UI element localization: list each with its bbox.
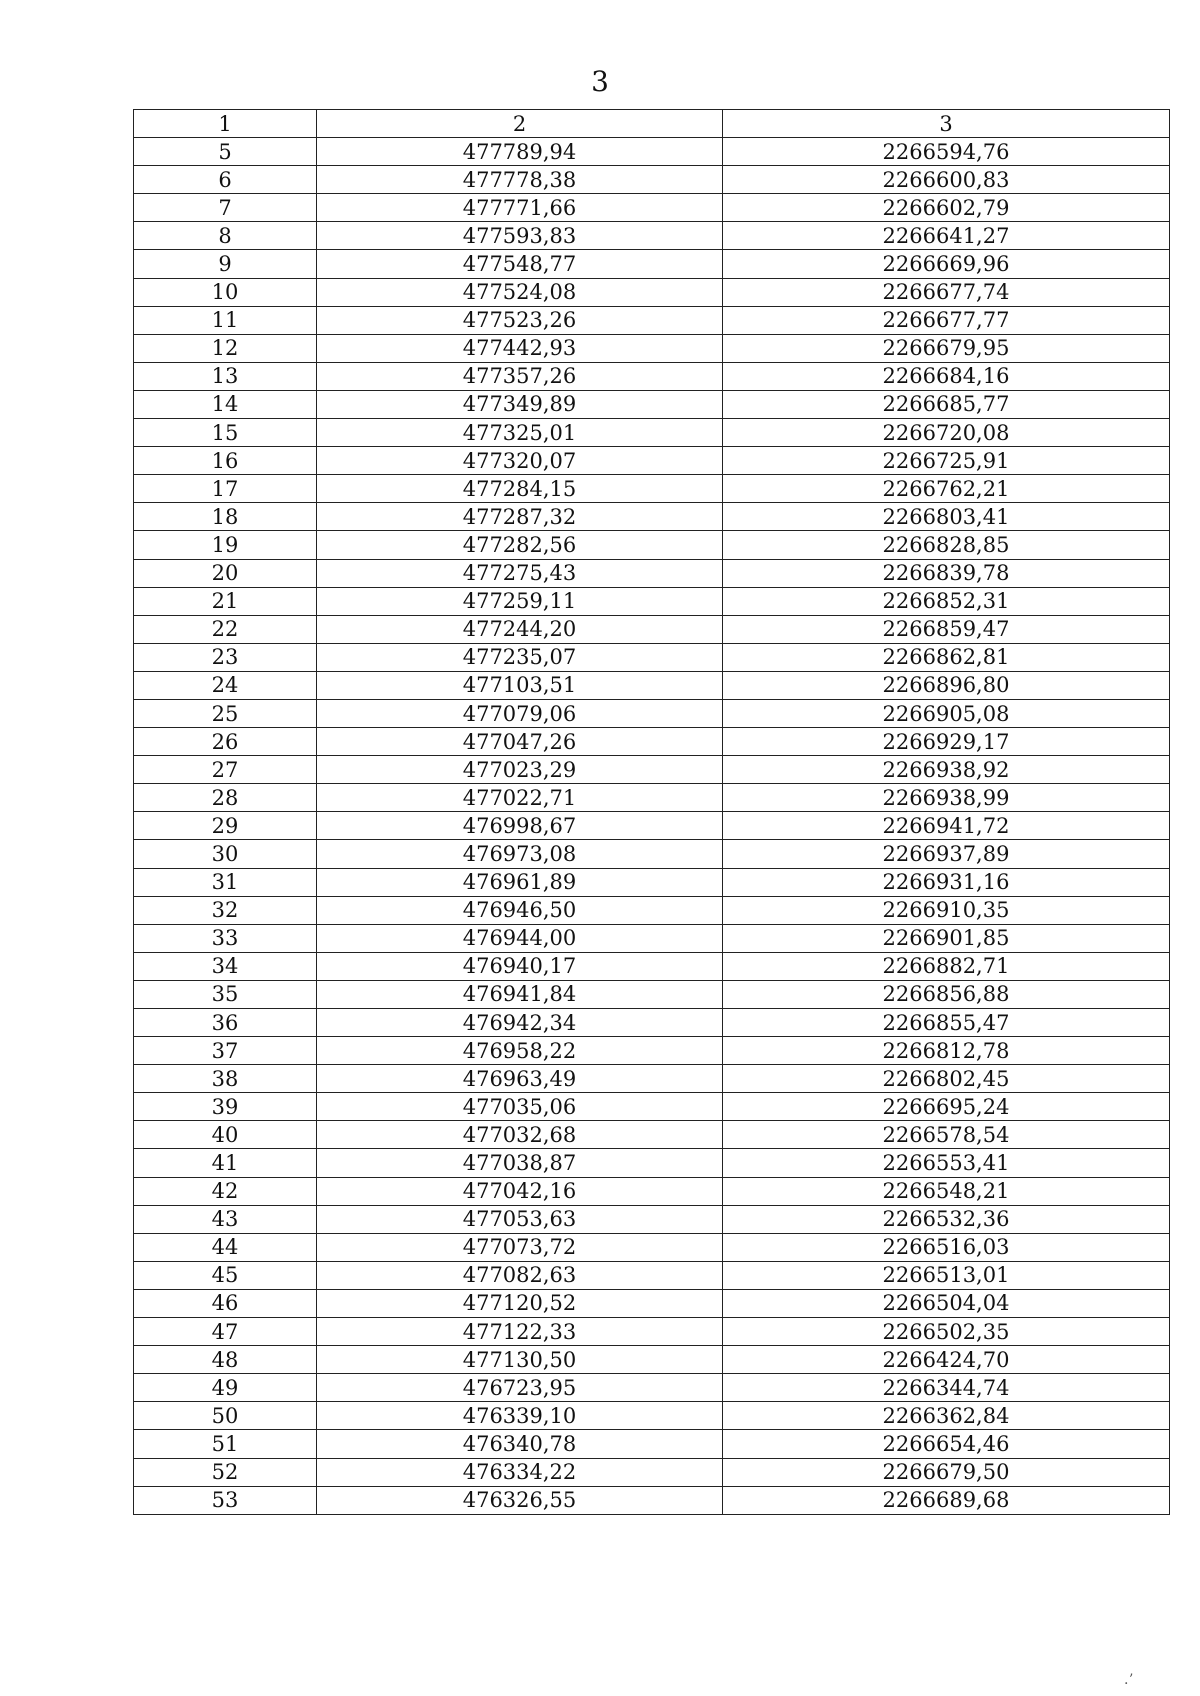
point-number-cell: 39 [134, 1093, 317, 1121]
y-coordinate-cell: 2266502,35 [723, 1318, 1170, 1346]
table-row [134, 1346, 1170, 1374]
table-row [134, 699, 1170, 727]
y-coordinate-cell: 2266679,50 [723, 1458, 1170, 1486]
coordinates-table [133, 109, 1170, 1515]
x-coordinate-cell: 477103,51 [317, 671, 723, 699]
point-number-cell: 27 [134, 756, 317, 784]
table-row [134, 1402, 1170, 1430]
x-coordinate-cell: 476326,55 [317, 1486, 723, 1514]
x-coordinate-cell: 477442,93 [317, 334, 723, 362]
point-number-cell: 37 [134, 1037, 317, 1065]
table-row [134, 362, 1170, 390]
y-coordinate-cell: 2266600,83 [723, 166, 1170, 194]
point-number-cell: 15 [134, 419, 317, 447]
y-coordinate-cell: 2266548,21 [723, 1177, 1170, 1205]
point-number-cell: 16 [134, 447, 317, 475]
x-coordinate-cell: 477120,52 [317, 1289, 723, 1317]
point-number-cell: 17 [134, 475, 317, 503]
table-row [134, 784, 1170, 812]
table-row [134, 1430, 1170, 1458]
x-coordinate-cell: 477282,56 [317, 531, 723, 559]
x-coordinate-cell: 476958,22 [317, 1037, 723, 1065]
y-coordinate-cell: 2266882,71 [723, 952, 1170, 980]
y-coordinate-cell: 2266720,08 [723, 419, 1170, 447]
table-row [134, 1261, 1170, 1289]
x-coordinate-cell: 476723,95 [317, 1374, 723, 1402]
point-number-cell: 45 [134, 1261, 317, 1289]
y-coordinate-cell: 2266839,78 [723, 559, 1170, 587]
point-number-cell: 49 [134, 1374, 317, 1402]
table-row [134, 587, 1170, 615]
point-number-cell: 46 [134, 1289, 317, 1317]
y-coordinate-cell: 2266852,31 [723, 587, 1170, 615]
x-coordinate-cell: 476963,49 [317, 1065, 723, 1093]
point-number-cell: 48 [134, 1346, 317, 1374]
y-coordinate-cell: 2266855,47 [723, 1009, 1170, 1037]
x-coordinate-cell: 476941,84 [317, 980, 723, 1008]
x-coordinate-cell: 476973,08 [317, 840, 723, 868]
table-row [134, 896, 1170, 924]
table-row [134, 980, 1170, 1008]
table-row [134, 559, 1170, 587]
y-coordinate-cell: 2266669,96 [723, 250, 1170, 278]
table-row [134, 812, 1170, 840]
y-coordinate-cell: 2266344,74 [723, 1374, 1170, 1402]
table-row [134, 952, 1170, 980]
y-coordinate-cell: 2266602,79 [723, 194, 1170, 222]
point-number-cell: 53 [134, 1486, 317, 1514]
point-number-cell: 25 [134, 699, 317, 727]
table-row [134, 503, 1170, 531]
y-coordinate-cell: 2266689,68 [723, 1486, 1170, 1514]
y-coordinate-cell: 2266684,16 [723, 362, 1170, 390]
point-number-cell: 9 [134, 250, 317, 278]
x-coordinate-cell: 477022,71 [317, 784, 723, 812]
table-header-row [134, 110, 1170, 138]
table-row [134, 1149, 1170, 1177]
table-row [134, 756, 1170, 784]
x-coordinate-cell: 477778,38 [317, 166, 723, 194]
table-row [134, 306, 1170, 334]
point-number-cell: 8 [134, 222, 317, 250]
y-coordinate-cell: 2266362,84 [723, 1402, 1170, 1430]
y-coordinate-cell: 2266513,01 [723, 1261, 1170, 1289]
y-coordinate-cell: 2266594,76 [723, 138, 1170, 166]
point-number-cell: 33 [134, 924, 317, 952]
y-coordinate-cell: 2266504,04 [723, 1289, 1170, 1317]
y-coordinate-cell: 2266859,47 [723, 615, 1170, 643]
point-number-cell: 30 [134, 840, 317, 868]
y-coordinate-cell: 2266905,08 [723, 699, 1170, 727]
table-row [134, 194, 1170, 222]
x-coordinate-cell: 477357,26 [317, 362, 723, 390]
table-row [134, 1318, 1170, 1346]
point-number-cell: 22 [134, 615, 317, 643]
table-row [134, 334, 1170, 362]
y-coordinate-cell: 2266641,27 [723, 222, 1170, 250]
x-coordinate-cell: 477130,50 [317, 1346, 723, 1374]
table-row [134, 222, 1170, 250]
x-coordinate-cell: 477042,16 [317, 1177, 723, 1205]
x-coordinate-cell: 477593,83 [317, 222, 723, 250]
x-coordinate-cell: 476334,22 [317, 1458, 723, 1486]
point-number-cell: 20 [134, 559, 317, 587]
y-coordinate-cell: 2266910,35 [723, 896, 1170, 924]
y-coordinate-cell: 2266685,77 [723, 390, 1170, 418]
point-number-cell: 38 [134, 1065, 317, 1093]
y-coordinate-cell: 2266938,99 [723, 784, 1170, 812]
x-coordinate-cell: 477284,15 [317, 475, 723, 503]
x-coordinate-cell: 477275,43 [317, 559, 723, 587]
point-number-cell: 50 [134, 1402, 317, 1430]
y-coordinate-cell: 2266677,77 [723, 306, 1170, 334]
y-coordinate-cell: 2266941,72 [723, 812, 1170, 840]
table-row [134, 278, 1170, 306]
x-coordinate-cell: 476339,10 [317, 1402, 723, 1430]
point-number-cell: 6 [134, 166, 317, 194]
table-row [134, 419, 1170, 447]
x-coordinate-cell: 477023,29 [317, 756, 723, 784]
point-number-cell: 5 [134, 138, 317, 166]
table-row [134, 1374, 1170, 1402]
y-coordinate-cell: 2266578,54 [723, 1121, 1170, 1149]
x-coordinate-cell: 477325,01 [317, 419, 723, 447]
y-coordinate-cell: 2266725,91 [723, 447, 1170, 475]
y-coordinate-cell: 2266896,80 [723, 671, 1170, 699]
point-number-cell: 42 [134, 1177, 317, 1205]
point-number-cell: 47 [134, 1318, 317, 1346]
point-number-cell: 34 [134, 952, 317, 980]
point-number-cell: 14 [134, 390, 317, 418]
table-row [134, 447, 1170, 475]
x-coordinate-cell: 477287,32 [317, 503, 723, 531]
y-coordinate-cell: 2266931,16 [723, 868, 1170, 896]
point-number-cell: 35 [134, 980, 317, 1008]
y-coordinate-cell: 2266695,24 [723, 1093, 1170, 1121]
column-header-2: 2 [317, 110, 723, 138]
x-coordinate-cell: 476944,00 [317, 924, 723, 952]
table-row [134, 924, 1170, 952]
table-row [134, 728, 1170, 756]
scan-mark: .ʼ [1124, 1672, 1133, 1688]
x-coordinate-cell: 477032,68 [317, 1121, 723, 1149]
y-coordinate-cell: 2266938,92 [723, 756, 1170, 784]
y-coordinate-cell: 2266828,85 [723, 531, 1170, 559]
y-coordinate-cell: 2266802,45 [723, 1065, 1170, 1093]
table-row [134, 840, 1170, 868]
x-coordinate-cell: 477035,06 [317, 1093, 723, 1121]
point-number-cell: 12 [134, 334, 317, 362]
x-coordinate-cell: 477548,77 [317, 250, 723, 278]
column-header-3: 3 [723, 110, 1170, 138]
x-coordinate-cell: 476942,34 [317, 1009, 723, 1037]
point-number-cell: 41 [134, 1149, 317, 1177]
x-coordinate-cell: 477053,63 [317, 1205, 723, 1233]
table-row [134, 1177, 1170, 1205]
point-number-cell: 21 [134, 587, 317, 615]
table-row [134, 166, 1170, 194]
x-coordinate-cell: 477523,26 [317, 306, 723, 334]
point-number-cell: 36 [134, 1009, 317, 1037]
y-coordinate-cell: 2266803,41 [723, 503, 1170, 531]
table-row [134, 1093, 1170, 1121]
table-row [134, 615, 1170, 643]
point-number-cell: 10 [134, 278, 317, 306]
point-number-cell: 32 [134, 896, 317, 924]
y-coordinate-cell: 2266654,46 [723, 1430, 1170, 1458]
table-row [134, 390, 1170, 418]
point-number-cell: 40 [134, 1121, 317, 1149]
point-number-cell: 11 [134, 306, 317, 334]
x-coordinate-cell: 477789,94 [317, 138, 723, 166]
x-coordinate-cell: 477244,20 [317, 615, 723, 643]
y-coordinate-cell: 2266862,81 [723, 643, 1170, 671]
point-number-cell: 51 [134, 1430, 317, 1458]
point-number-cell: 29 [134, 812, 317, 840]
x-coordinate-cell: 477259,11 [317, 587, 723, 615]
y-coordinate-cell: 2266929,17 [723, 728, 1170, 756]
table-row [134, 1289, 1170, 1317]
table-row [134, 1009, 1170, 1037]
x-coordinate-cell: 477349,89 [317, 390, 723, 418]
point-number-cell: 44 [134, 1233, 317, 1261]
point-number-cell: 26 [134, 728, 317, 756]
table-row [134, 1121, 1170, 1149]
table-row [134, 1037, 1170, 1065]
x-coordinate-cell: 477038,87 [317, 1149, 723, 1177]
y-coordinate-cell: 2266762,21 [723, 475, 1170, 503]
point-number-cell: 43 [134, 1205, 317, 1233]
y-coordinate-cell: 2266553,41 [723, 1149, 1170, 1177]
x-coordinate-cell: 476998,67 [317, 812, 723, 840]
table-row [134, 1458, 1170, 1486]
table-row [134, 1205, 1170, 1233]
point-number-cell: 19 [134, 531, 317, 559]
point-number-cell: 23 [134, 643, 317, 671]
y-coordinate-cell: 2266516,03 [723, 1233, 1170, 1261]
table-row [134, 138, 1170, 166]
x-coordinate-cell: 477524,08 [317, 278, 723, 306]
y-coordinate-cell: 2266937,89 [723, 840, 1170, 868]
x-coordinate-cell: 477047,26 [317, 728, 723, 756]
point-number-cell: 7 [134, 194, 317, 222]
coordinates-table-body [134, 110, 1170, 1515]
page-number: 3 [591, 65, 609, 98]
x-coordinate-cell: 477073,72 [317, 1233, 723, 1261]
y-coordinate-cell: 2266856,88 [723, 980, 1170, 1008]
point-number-cell: 52 [134, 1458, 317, 1486]
table-row [134, 671, 1170, 699]
table-row [134, 250, 1170, 278]
point-number-cell: 13 [134, 362, 317, 390]
x-coordinate-cell: 477320,07 [317, 447, 723, 475]
x-coordinate-cell: 477122,33 [317, 1318, 723, 1346]
point-number-cell: 24 [134, 671, 317, 699]
point-number-cell: 28 [134, 784, 317, 812]
table-row [134, 1065, 1170, 1093]
y-coordinate-cell: 2266532,36 [723, 1205, 1170, 1233]
y-coordinate-cell: 2266424,70 [723, 1346, 1170, 1374]
y-coordinate-cell: 2266679,95 [723, 334, 1170, 362]
x-coordinate-cell: 476940,17 [317, 952, 723, 980]
table-row [134, 868, 1170, 896]
y-coordinate-cell: 2266677,74 [723, 278, 1170, 306]
point-number-cell: 31 [134, 868, 317, 896]
x-coordinate-cell: 477079,06 [317, 699, 723, 727]
table-row [134, 643, 1170, 671]
table-row [134, 1486, 1170, 1514]
table-row [134, 475, 1170, 503]
x-coordinate-cell: 477235,07 [317, 643, 723, 671]
x-coordinate-cell: 476961,89 [317, 868, 723, 896]
y-coordinate-cell: 2266901,85 [723, 924, 1170, 952]
point-number-cell: 18 [134, 503, 317, 531]
x-coordinate-cell: 477771,66 [317, 194, 723, 222]
table-row [134, 1233, 1170, 1261]
column-header-1: 1 [134, 110, 317, 138]
table-row [134, 531, 1170, 559]
y-coordinate-cell: 2266812,78 [723, 1037, 1170, 1065]
x-coordinate-cell: 476946,50 [317, 896, 723, 924]
x-coordinate-cell: 477082,63 [317, 1261, 723, 1289]
x-coordinate-cell: 476340,78 [317, 1430, 723, 1458]
